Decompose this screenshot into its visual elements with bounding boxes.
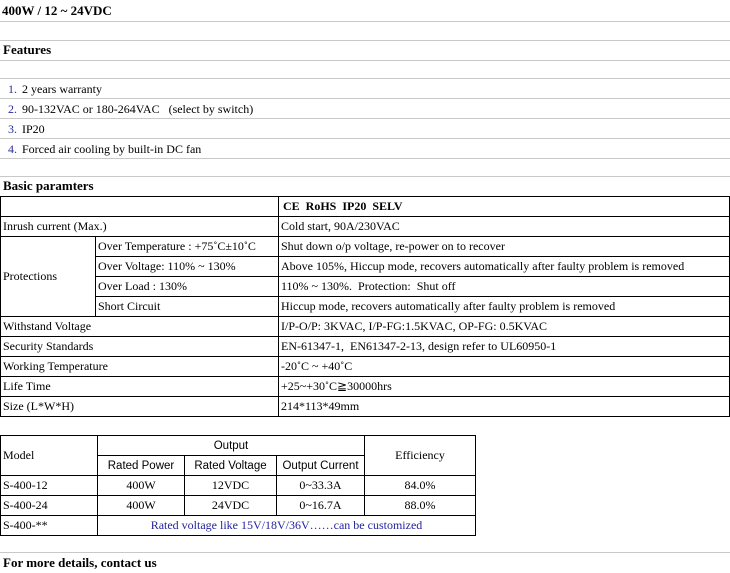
table-row — [1, 476, 476, 496]
feature-text: 90-132VAC or 180-264VAC (select by switch) — [22, 102, 254, 116]
param-value: EN-61347-1, EN61347-2-13, design refer to UL60950-1 — [279, 337, 730, 357]
table-row — [1, 317, 730, 337]
param-value: I/P-O/P: 3KVAC, I/P-FG:1.5KVAC, OP-FG: 0.5KVAC — [279, 317, 730, 337]
table-row — [1, 377, 730, 397]
output-current: 0~33.3A — [277, 476, 365, 496]
protection-value: Above 105%, Hiccup mode, recovers automatically after faulty problem is removed — [279, 257, 730, 277]
rated-voltage-header: Rated Voltage — [185, 456, 277, 476]
feature-number: 2. — [8, 102, 17, 116]
protection-value: Shut down o/p voltage, re-power on to recover — [279, 237, 730, 257]
param-label: Working Temperature — [1, 357, 279, 377]
table-cell — [1, 197, 279, 217]
feature-number: 1. — [8, 82, 17, 96]
rated-voltage: 12VDC — [185, 476, 277, 496]
param-label: Inrush current (Max.) — [1, 217, 279, 237]
param-value: Cold start, 90A/230VAC — [279, 217, 730, 237]
basic-params-heading: Basic paramters — [3, 178, 94, 193]
feature-text: 2 years warranty — [22, 82, 102, 96]
rated-voltage: 24VDC — [185, 496, 277, 516]
table-row — [1, 257, 730, 277]
table-row — [1, 297, 730, 317]
feature-number: 4. — [8, 142, 17, 156]
feature-item — [8, 102, 253, 116]
efficiency: 84.0% — [365, 476, 476, 496]
table-row — [1, 217, 730, 237]
efficiency: 88.0% — [365, 496, 476, 516]
feature-item — [8, 82, 102, 96]
feature-item — [8, 142, 201, 156]
table-row — [1, 496, 476, 516]
param-value: -20˚C ~ +40˚C — [279, 357, 730, 377]
param-value: +25~+30˚C≧30000hrs — [279, 377, 730, 397]
rated-power: 400W — [98, 496, 185, 516]
protection-label: Over Temperature : +75˚C±10˚C — [96, 237, 279, 257]
param-value: 214*113*49mm — [279, 397, 730, 417]
param-label: Life Time — [1, 377, 279, 397]
feature-item — [8, 122, 45, 136]
protections-label: Protections — [1, 237, 96, 317]
protection-value: 110% ~ 130%. Protection: Shut off — [279, 277, 730, 297]
protection-label: Over Load : 130% — [96, 277, 279, 297]
table-row — [1, 337, 730, 357]
table-row — [1, 436, 476, 456]
protection-label: Short Circuit — [96, 297, 279, 317]
feature-text: Forced air cooling by built-in DC fan — [22, 142, 202, 156]
table-row — [1, 237, 730, 257]
param-label: Security Standards — [1, 337, 279, 357]
model-table — [0, 435, 476, 536]
output-current: 0~16.7A — [277, 496, 365, 516]
table-row — [1, 397, 730, 417]
protection-label: Over Voltage: 110% ~ 130% — [96, 257, 279, 277]
table-row — [1, 516, 476, 536]
param-label: Size (L*W*H) — [1, 397, 279, 417]
model-name: S-400-12 — [1, 476, 98, 496]
efficiency-header: Efficiency — [365, 436, 476, 476]
model-name: S-400-** — [1, 516, 98, 536]
feature-number: 3. — [8, 122, 17, 136]
custom-note: Rated voltage like 15V/18V/36V……can be customized — [98, 516, 476, 536]
basic-params-table — [0, 196, 730, 417]
contact-footer: For more details, contact us — [3, 555, 157, 570]
table-row — [1, 197, 730, 217]
output-header: Output — [98, 436, 365, 456]
rated-power-header: Rated Power — [98, 456, 185, 476]
model-name: S-400-24 — [1, 496, 98, 516]
model-header: Model — [1, 436, 98, 476]
page-title: 400W / 12 ~ 24VDC — [2, 3, 112, 18]
table-row — [1, 277, 730, 297]
param-label: Withstand Voltage — [1, 317, 279, 337]
feature-text: IP20 — [22, 122, 45, 136]
certifications: CE RoHS IP20 SELV — [279, 197, 730, 217]
features-heading: Features — [3, 42, 52, 57]
protection-value: Hiccup mode, recovers automatically after faulty problem is removed — [279, 297, 730, 317]
table-row — [1, 357, 730, 377]
rated-power: 400W — [98, 476, 185, 496]
output-current-header: Output Current — [277, 456, 365, 476]
